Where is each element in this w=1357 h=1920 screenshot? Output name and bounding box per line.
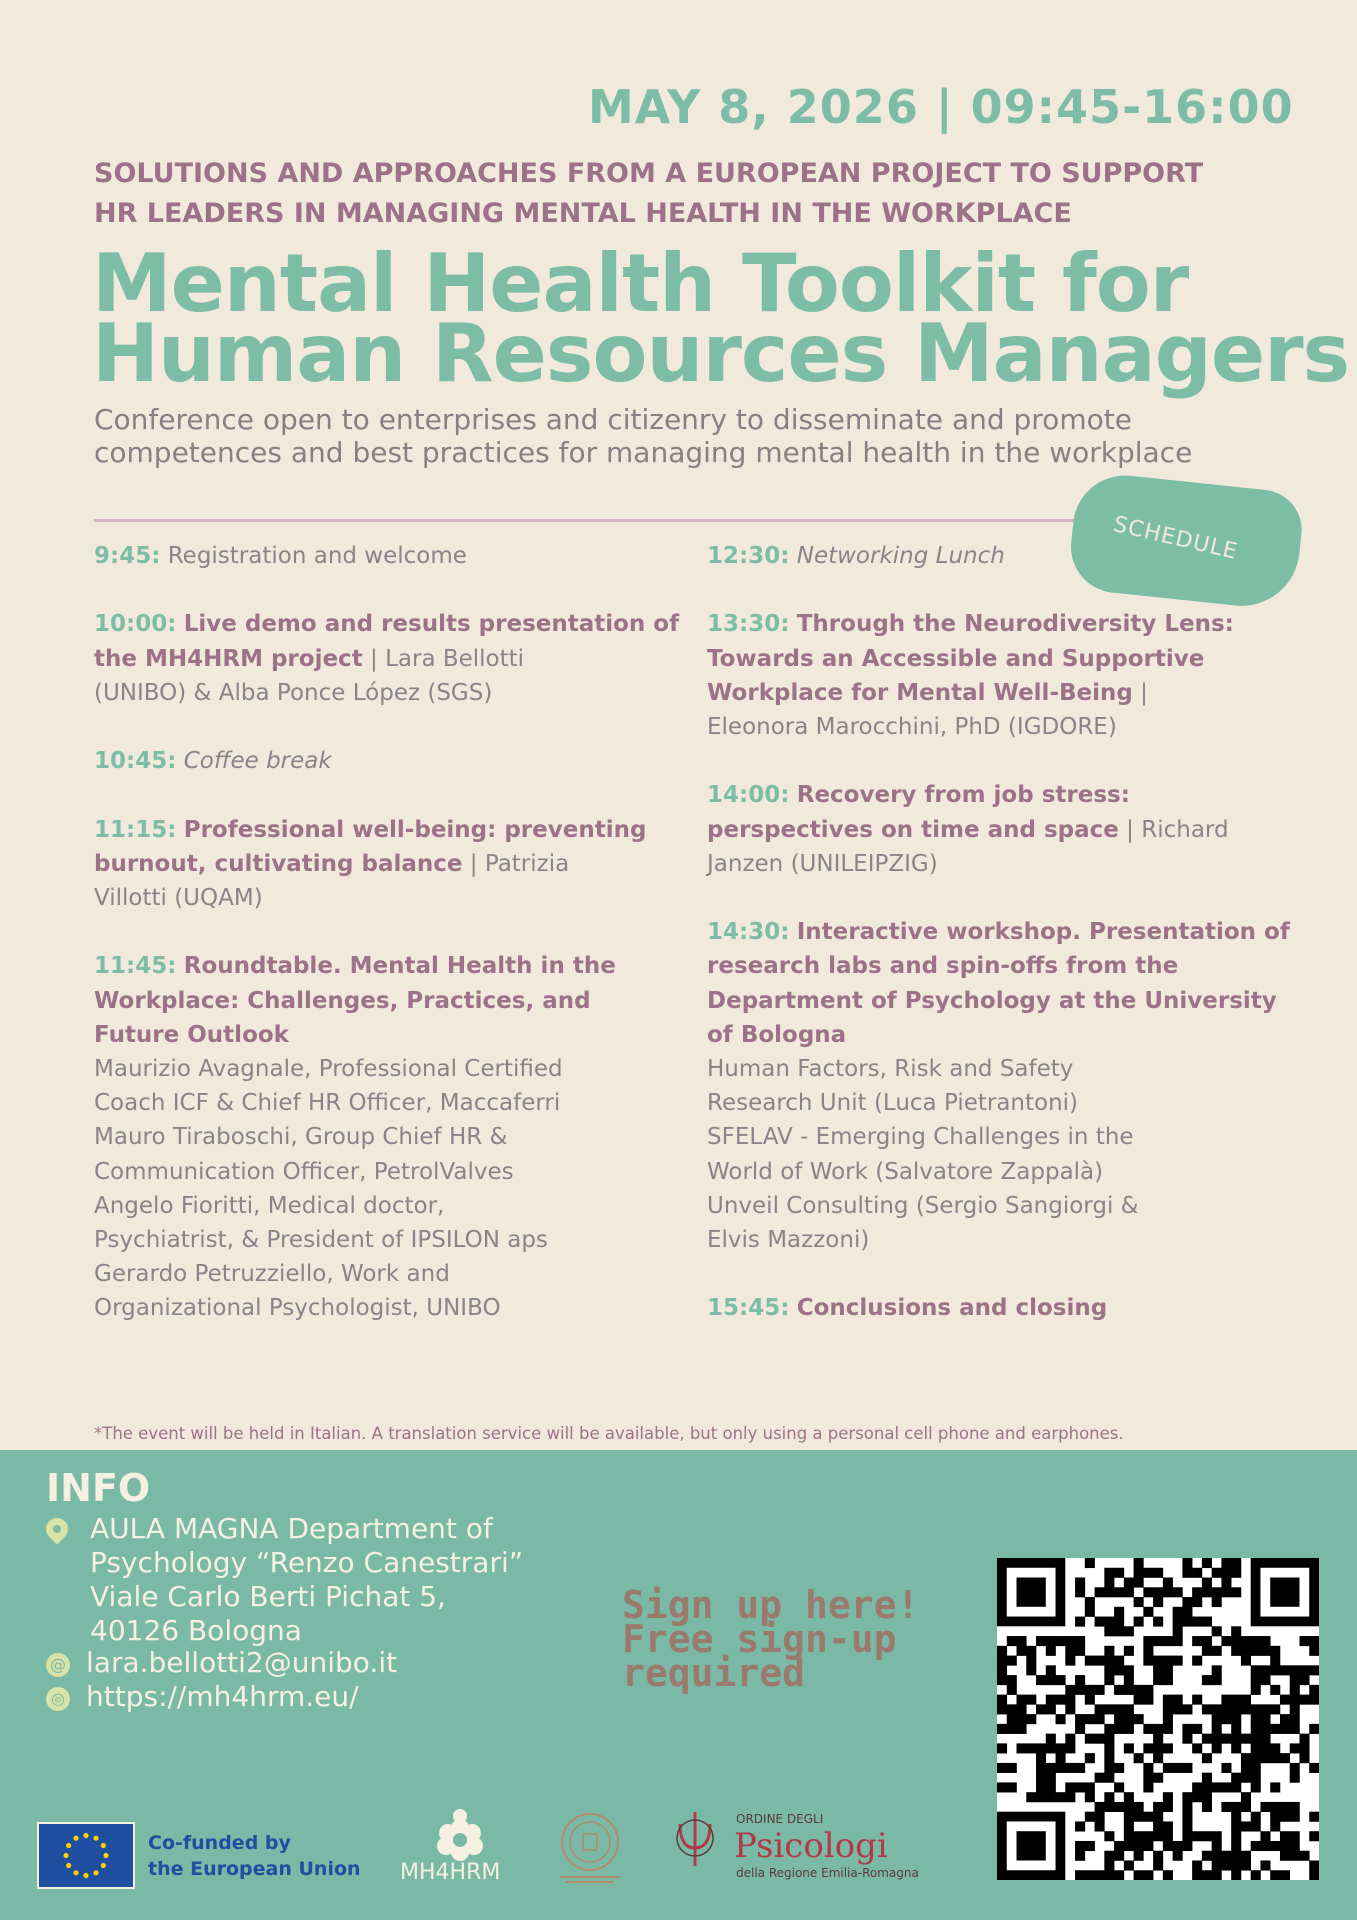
schedule-talk-title: the MH4HRM project	[94, 645, 363, 672]
subtitle-line-2: HR LEADERS IN MANAGING MENTAL HEALTH IN THE WORKPLACE	[94, 198, 1072, 229]
schedule-time: 9:45:	[94, 543, 161, 569]
schedule-line	[707, 1086, 1267, 1120]
schedule-talk-title: Future Outlook	[94, 1021, 289, 1048]
signup-callout	[622, 1583, 920, 1695]
schedule-item	[94, 744, 654, 778]
schedule-line	[94, 1086, 654, 1120]
email-icon: @	[46, 1653, 70, 1677]
title-line-2: Human Resources Managers	[92, 307, 1350, 400]
schedule-talk-title: Recovery from job stress:	[796, 782, 1130, 809]
schedule-line	[707, 1018, 1267, 1052]
schedule-line	[707, 1052, 1267, 1086]
address-line-2: Psychology “Renzo Canestrari”	[90, 1546, 524, 1579]
schedule-line	[707, 676, 1267, 710]
schedule-talk-title: burnout, cultivating balance	[94, 850, 463, 877]
eu-flag-logo	[37, 1822, 135, 1889]
eu-cofunded-text	[148, 1830, 361, 1882]
schedule-line	[94, 744, 654, 778]
schedule-time: 11:15:	[94, 816, 177, 843]
psi-logo-main-text: Psicologi	[734, 1826, 888, 1866]
schedule-left-column	[94, 539, 680, 1360]
schedule-speaker: |	[1132, 679, 1148, 706]
schedule-line	[94, 539, 654, 573]
schedule-line	[94, 1189, 654, 1223]
schedule-item	[94, 949, 654, 1325]
schedule-speaker: Mauro Tiraboschi, Group Chief HR &	[94, 1124, 508, 1151]
schedule-item	[94, 813, 654, 916]
schedule-line	[707, 1189, 1267, 1223]
globe-icon: ◎	[46, 1687, 70, 1711]
website-link[interactable]: https://mh4hrm.eu/	[86, 1680, 359, 1713]
divider-line	[94, 519, 1094, 522]
schedule-item	[94, 539, 654, 573]
schedule-line	[94, 813, 654, 847]
schedule-speaker: Gerardo Petruzziello, Work and	[94, 1261, 450, 1288]
schedule-line	[94, 1052, 654, 1086]
schedule-item	[94, 607, 680, 710]
schedule-talk-title: research labs and spin-offs from the	[707, 953, 1179, 980]
schedule-speaker: SFELAV - Emerging Challenges in the	[707, 1124, 1134, 1151]
schedule-speaker: World of Work (Salvatore Zappalà)	[707, 1158, 1104, 1185]
schedule-talk-title: Workplace: Challenges, Practices, and	[94, 987, 591, 1014]
schedule-speaker: Villotti (UQAM)	[94, 884, 263, 911]
psychologists-order-logo	[670, 1808, 720, 1870]
schedule-speaker: Elvis Mazzoni)	[707, 1227, 870, 1254]
schedule-line	[707, 1155, 1267, 1189]
schedule-speaker: | Lara Bellotti	[362, 645, 525, 672]
schedule-line	[707, 539, 1267, 573]
schedule-time: 13:30:	[707, 611, 790, 638]
schedule-talk-title: Live demo and results presentation of	[183, 611, 680, 638]
schedule-line	[707, 984, 1277, 1018]
schedule-line	[94, 984, 654, 1018]
schedule-time: 10:45:	[94, 748, 177, 775]
schedule-line	[707, 710, 1267, 744]
schedule-talk-title: Professional well-being: preventing	[183, 816, 647, 843]
schedule-time: 14:30:	[707, 919, 790, 946]
schedule-line	[707, 1291, 1267, 1325]
schedule-speaker: Psychiatrist, & President of IPSILON aps	[94, 1227, 548, 1253]
schedule-line	[94, 881, 654, 915]
address-line-3: Viale Carlo Berti Pichat 5,	[90, 1580, 446, 1613]
schedule-line	[707, 1223, 1267, 1257]
schedule-speaker: Human Factors, Risk and Safety	[707, 1056, 1074, 1082]
schedule-speaker: Angelo Fioritti, Medical doctor,	[94, 1192, 445, 1219]
schedule-talk-title: of Bologna	[707, 1021, 847, 1048]
schedule-speaker: | Richard	[1118, 816, 1229, 843]
schedule-time: 15:45:	[707, 1295, 790, 1322]
schedule-speaker: Eleonora Marocchini, PhD (IGDORE)	[707, 714, 1117, 740]
schedule-text: Coffee break	[183, 748, 332, 775]
schedule-time: 10:00:	[94, 611, 177, 638]
event-date-time: MAY 8, 2026 | 09:45-16:00	[588, 80, 1294, 134]
schedule-time: 11:45:	[94, 953, 177, 980]
signup-line-2: Free sign-up	[622, 1617, 897, 1661]
schedule-line	[94, 1257, 654, 1291]
eu-stars-icon	[39, 1824, 133, 1887]
schedule-text: Networking Lunch	[796, 543, 1005, 569]
mh4hrm-logo-text: MH4HRM	[400, 1860, 501, 1885]
schedule-speaker: (UNIBO) & Alba Ponce López (SGS)	[94, 679, 493, 706]
schedule-line	[707, 915, 1290, 949]
address-line-4: 40126 Bologna	[90, 1614, 302, 1647]
schedule-line	[94, 1155, 654, 1189]
schedule-item	[707, 915, 1290, 1257]
address-line-1: AULA MAGNA Department of	[90, 1512, 493, 1545]
schedule-line	[94, 642, 654, 676]
schedule-line	[94, 1120, 654, 1154]
info-title: INFO	[46, 1466, 151, 1510]
title-line-1: Mental Health Toolkit for	[92, 237, 1189, 330]
schedule-talk-title: Roundtable. Mental Health in the	[183, 953, 616, 980]
schedule-line	[94, 607, 680, 641]
signup-line-1: Sign up here!	[622, 1583, 920, 1627]
subtitle-line-1: SOLUTIONS AND APPROACHES FROM A EUROPEAN PROJECT TO SUPPORT	[94, 158, 1204, 189]
signup-line-3: required	[622, 1651, 806, 1695]
psi-logo-top-text: ORDINE DEGLI	[736, 1812, 824, 1826]
schedule-line	[94, 847, 654, 881]
schedule-line	[94, 949, 654, 983]
schedule-talk-title: Workplace for Mental Well-Being	[707, 679, 1133, 706]
eu-text-line-1: Co-funded by	[148, 1832, 291, 1854]
schedule-line	[94, 1223, 654, 1257]
schedule-talk-title: perspectives on time and space	[707, 816, 1119, 843]
schedule-item	[707, 607, 1267, 744]
schedule-line	[707, 847, 1267, 881]
schedule-speaker: Maurizio Avagnale, Professional Certified	[94, 1055, 563, 1082]
schedule-item	[707, 778, 1267, 881]
schedule-line	[707, 813, 1267, 847]
schedule-item	[707, 539, 1267, 573]
schedule-badge-label: SCHEDULE	[1110, 512, 1241, 565]
signup-qr-code[interactable]	[997, 1558, 1319, 1880]
schedule-talk-title: Department of Psychology at the University	[707, 987, 1277, 1014]
schedule-line	[707, 642, 1267, 676]
schedule-line	[707, 1120, 1267, 1154]
schedule-item	[707, 1291, 1267, 1325]
schedule-line	[94, 1018, 654, 1052]
schedule-text: Conclusions and closing	[796, 1295, 1108, 1322]
eu-text-line-2: the European Union	[148, 1858, 361, 1880]
unibo-seal-logo	[540, 1806, 640, 1886]
schedule-line	[707, 607, 1267, 641]
schedule-line	[94, 676, 654, 710]
schedule-talk-title: Towards an Accessible and Supportive	[707, 645, 1205, 672]
description-line-1: Conference open to enterprises and citizenry to disseminate and promote	[94, 403, 1132, 436]
schedule-speaker: Coach ICF & Chief HR Officer, Maccaferri	[94, 1090, 561, 1117]
location-pin-dot	[53, 1525, 61, 1533]
schedule-speaker: | Patrizia	[462, 850, 570, 877]
schedule-speaker: Organizational Psychologist, UNIBO	[94, 1295, 501, 1322]
schedule-time: 12:30:	[707, 543, 790, 569]
schedule-speaker: Unveil Consulting (Sergio Sangiorgi &	[707, 1192, 1139, 1219]
description-line-2: competences and best practices for managing mental health in the workplace	[94, 436, 1193, 469]
schedule-speaker: Research Unit (Luca Pietrantoni)	[707, 1090, 1079, 1117]
email-link[interactable]: lara.bellotti2@unibo.it	[86, 1646, 398, 1679]
schedule-line	[707, 949, 1267, 983]
schedule-right-column	[707, 539, 1290, 1360]
schedule-text: Registration and welcome	[167, 543, 467, 569]
schedule-speaker: Communication Officer, PetrolValves	[94, 1158, 514, 1185]
schedule-line	[94, 1291, 654, 1325]
schedule-time: 14:00:	[707, 782, 790, 809]
schedule-line	[707, 778, 1267, 812]
psi-logo-bottom-text: della Regione Emilia-Romagna	[736, 1866, 919, 1880]
schedule-talk-title: Through the Neurodiversity Lens:	[796, 611, 1234, 638]
schedule-talk-title: Interactive workshop. Presentation of	[796, 919, 1290, 946]
schedule-speaker: Janzen (UNILEIPZIG)	[707, 850, 938, 877]
footnote: *The event will be held in Italian. A translation service will be available, but only using a personal cell phone and earphones.	[94, 1424, 1124, 1443]
